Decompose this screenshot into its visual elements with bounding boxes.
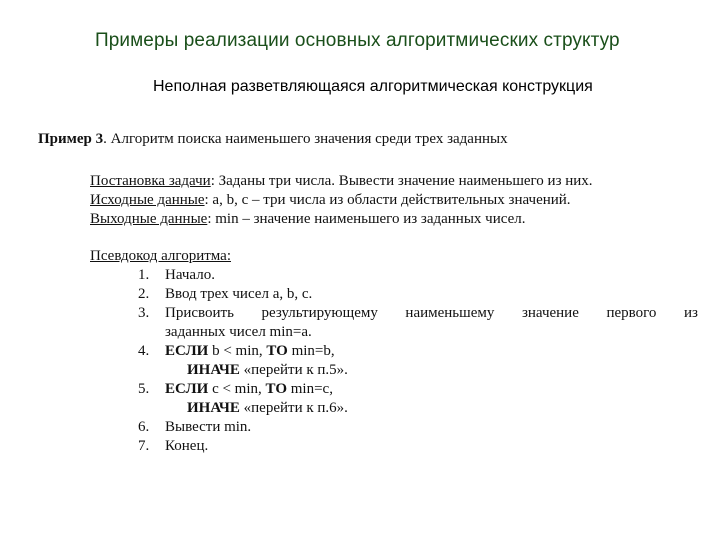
step-text: Конец.	[165, 438, 209, 454]
step-number: 1.	[138, 267, 150, 283]
output-text: : min – значение наименьшего из заданных чисел.	[207, 211, 526, 227]
action: min=c,	[287, 381, 333, 397]
input-label: Исходные данные	[90, 192, 205, 208]
example-label: Пример 3	[38, 131, 104, 147]
input-text: : a, b, c – три числа из области действительных значений.	[204, 192, 571, 208]
pseudocode-steps	[138, 266, 698, 456]
problem-statement	[90, 172, 593, 191]
step-7	[138, 437, 698, 456]
problem-block	[90, 172, 593, 229]
keyword-if: ЕСЛИ	[165, 381, 209, 397]
statement-label: Постановка задачи	[90, 173, 211, 189]
step-word: Присвоить	[165, 305, 234, 321]
step-number: 2.	[138, 286, 150, 302]
step-number: 3.	[138, 305, 150, 321]
step-4-if-line	[165, 342, 698, 361]
step-number: 5.	[138, 381, 150, 397]
step-number: 7.	[138, 438, 150, 454]
step-5	[138, 380, 698, 418]
pseudocode-title: Псевдокод алгоритма:	[90, 248, 231, 264]
step-4-else-line	[165, 361, 698, 380]
example-text: . Алгоритм поиска наименьшего значения среди трех заданных	[103, 131, 508, 147]
step-word: значение	[521, 305, 579, 321]
keyword-then: ТО	[265, 381, 287, 397]
step-number: 4.	[138, 343, 150, 359]
step-number: 6.	[138, 419, 150, 435]
slide-title: Примеры реализации основных алгоритмических структур	[95, 30, 620, 51]
condition: b < min,	[208, 343, 267, 359]
step-word: результирующему	[261, 305, 378, 321]
step-3-line-1	[165, 304, 698, 323]
step-2	[138, 285, 698, 304]
step-6	[138, 418, 698, 437]
else-action: «перейти к п.5».	[239, 362, 348, 378]
problem-input	[90, 191, 593, 210]
problem-output	[90, 210, 593, 229]
keyword-if: ЕСЛИ	[165, 343, 209, 359]
step-word: наименьшему	[405, 305, 495, 321]
slide-subtitle: Неполная разветвляющаяся алгоритмическая конструкция	[153, 78, 593, 95]
step-word: первого	[606, 305, 657, 321]
condition: c < min,	[208, 381, 266, 397]
step-text: Ввод трех чисел a, b, c.	[165, 286, 313, 302]
keyword-then: ТО	[266, 343, 288, 359]
step-text: Начало.	[165, 267, 215, 283]
action: min=b,	[287, 343, 335, 359]
example-heading	[38, 131, 508, 148]
step-5-else-line	[165, 399, 698, 418]
keyword-else: ИНАЧЕ	[187, 400, 240, 416]
step-3	[138, 304, 698, 342]
step-4	[138, 342, 698, 380]
step-3-line-2: заданных чисел min=a.	[165, 324, 312, 340]
statement-text: : Заданы три числа. Вывести значение наименьшего из них.	[210, 173, 593, 189]
output-label: Выходные данные	[90, 211, 208, 227]
step-word: из	[683, 305, 698, 321]
keyword-else: ИНАЧЕ	[187, 362, 240, 378]
step-1	[138, 266, 698, 285]
step-5-if-line	[165, 380, 698, 399]
step-text: Вывести min.	[165, 419, 252, 435]
else-action: «перейти к п.6».	[239, 400, 348, 416]
